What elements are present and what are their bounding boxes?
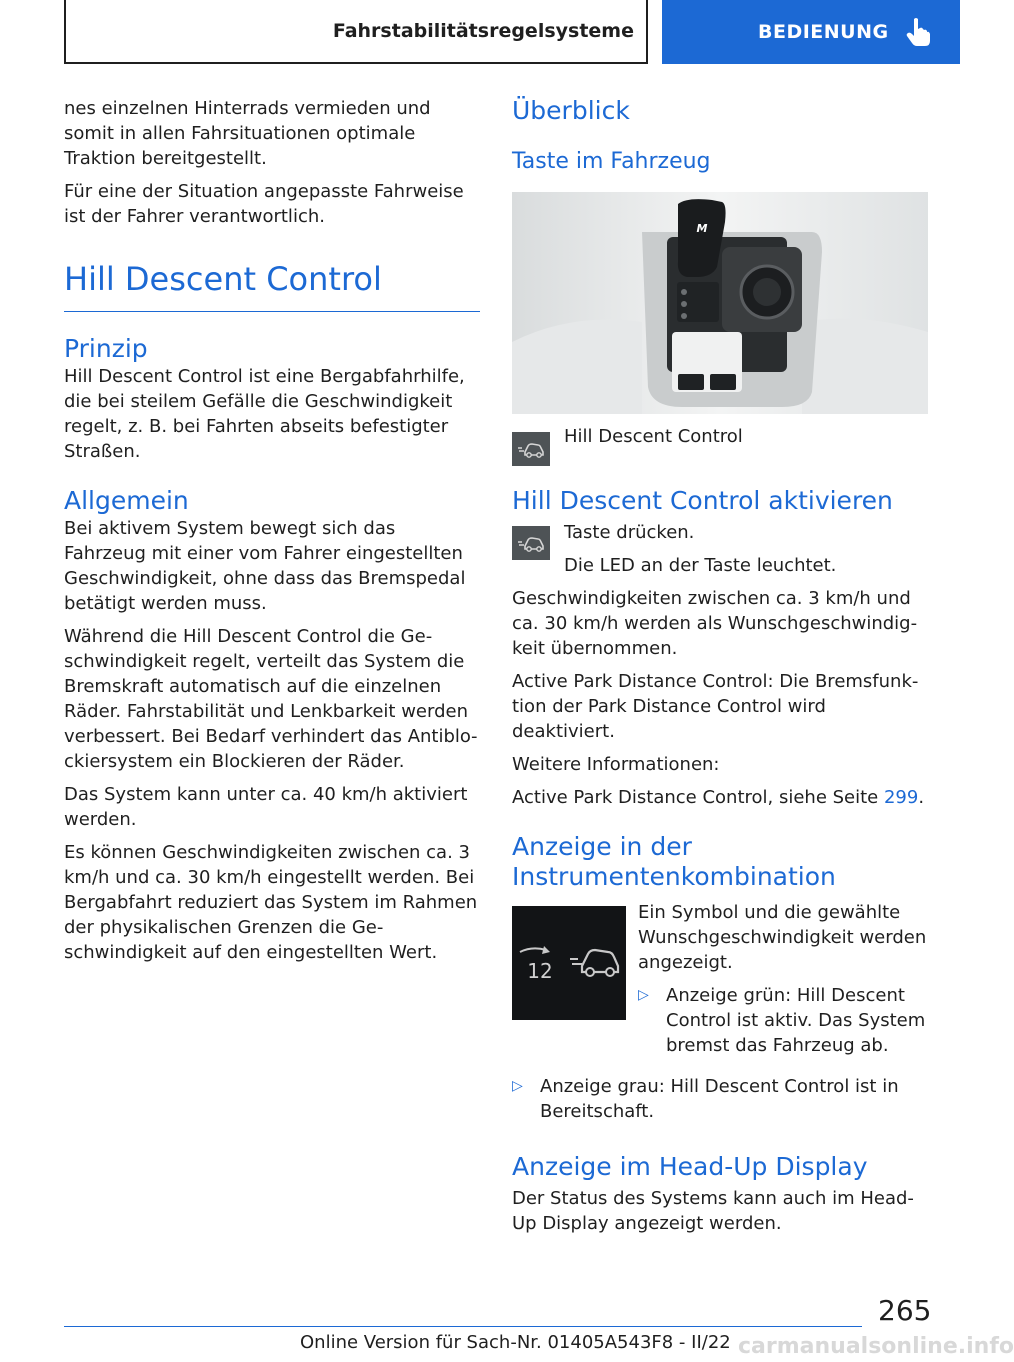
m-logo: M <box>696 222 708 235</box>
heading-prinzip: Prinzip <box>64 334 148 363</box>
section-heading-hill-descent: Hill Descent Control <box>64 260 382 298</box>
legend-row <box>512 426 928 466</box>
heading-anzeige-instrument: Anzeige in der Instrumentenkombination <box>512 832 836 891</box>
bullet-green: ▷ Anzeige grün: Hill Descent Control ist aktiv. Das System bremst das Fahrzeug ab. <box>638 985 926 1056</box>
prinzip-paragraph: Hill Descent Control ist eine Bergabfahrhilfe, die bei steilem Gefälle die Geschwindigkeit regelt, z. B. bei Fahrten abseits befestigter Straßen. <box>64 366 465 462</box>
bullet-triangle-icon: ▷ <box>512 1078 523 1094</box>
heading-aktivieren: Hill Descent Control aktivieren <box>512 486 893 515</box>
console-illustration <box>512 192 928 414</box>
footer-online-version: Online Version für Sach-Nr. 01405A543F8 - II/22 <box>300 1332 731 1353</box>
hand-pointer-icon <box>905 17 931 47</box>
display-paragraph: Ein Symbol und die gewählte Wunschgeschwindigkeit werden angezeigt. <box>638 902 927 973</box>
section-title: Fahrstabilitätsregelsysteme <box>332 20 634 42</box>
allgemein-paragraph-1: Bei aktivem System bewegt sich das Fahrzeug mit einer vom Fahrer eingestellten Geschwindigkeit, ohne dass das Bremspedal betätigt werden muss. <box>64 518 466 614</box>
activation-paragraph-3: Weitere Informationen: <box>512 754 720 775</box>
allgemein-paragraph-2: Während die Hill Descent Control die Geschwindigkeit regelt, verteilt das System die Bremskraft automatisch auf die einzelnen Räder. Fahrstabilität und Lenkbarkeit werden verbessert. Bei Bedarf verhindert das Antiblockiersystem ein Blockieren der Räder. <box>64 626 478 772</box>
bullet-triangle-icon: ▷ <box>638 987 649 1003</box>
heading-taste-im-fahrzeug: Taste im Fahrzeug <box>512 149 711 174</box>
allgemein-paragraph-4: Es können Geschwindigkeiten zwischen ca. 3 km/h und ca. 30 km/h eingestellt werden. Bei Bergabfahrt reduziert das System im Rahmen der physikalischen Grenzen die Geschwindigkeit auf den eingestellten Wert. <box>64 842 478 963</box>
activation-steps <box>512 522 928 586</box>
activation-paragraph-2: Active Park Distance Control: Die Bremsfunktion der Park Distance Control wird deaktiviert. <box>512 671 919 742</box>
right-column <box>512 96 928 1244</box>
left-column <box>64 96 480 973</box>
crossref-text: Active Park Distance Control, siehe Seite <box>512 787 884 808</box>
legend-caption: Hill Descent Control <box>564 426 743 447</box>
instrument-display-image <box>512 906 626 1020</box>
activation-step-1: Taste drücken. <box>564 522 695 543</box>
allgemein-paragraph-3: Das System kann unter ca. 40 km/h aktiviert werden. <box>64 784 468 830</box>
intro-paragraph-2: Für eine der Situation angepasste Fahrweise ist der Fahrer verantwortlich. <box>64 181 464 227</box>
watermark: carmanualsonline.info <box>738 1334 1014 1359</box>
heading-ueberblick: Überblick <box>512 96 630 125</box>
hill-descent-button-icon <box>512 526 550 560</box>
heading-hud: Anzeige im Head-Up Display <box>512 1152 868 1181</box>
activation-paragraph-4: Active Park Distance Control, siehe Seite 299. <box>512 787 925 808</box>
page-link-299[interactable]: 299 <box>883 787 919 808</box>
display-speed: 12 <box>527 959 553 983</box>
footer-rule <box>64 1326 862 1327</box>
center-console-photo <box>512 192 928 414</box>
activation-paragraph-1: Geschwindigkeiten zwischen ca. 3 km/h und ca. 30 km/h werden als Wunschgeschwindigkeit übernommen. <box>512 588 918 659</box>
instrument-display-row <box>512 902 928 1066</box>
hill-descent-button-icon <box>512 432 550 466</box>
chapter-title: BEDIENUNG <box>758 21 889 43</box>
activation-step-2: Die LED an der Taste leuchtet. <box>564 555 837 576</box>
heading-allgemein: Allgemein <box>64 486 189 515</box>
chapter-header <box>662 0 960 64</box>
page-number: 265 <box>878 1294 932 1327</box>
intro-paragraph-1: nes einzelnen Hinterrads vermieden und somit in allen Fahrsituationen optimale Traktion bereitgestellt. <box>64 98 431 169</box>
section-header <box>64 0 648 64</box>
hud-paragraph: Der Status des Systems kann auch im Head-Up Display angezeigt werden. <box>512 1188 914 1234</box>
bullet-grey: ▷ Anzeige grau: Hill Descent Control ist in Bereitschaft. <box>512 1076 899 1122</box>
